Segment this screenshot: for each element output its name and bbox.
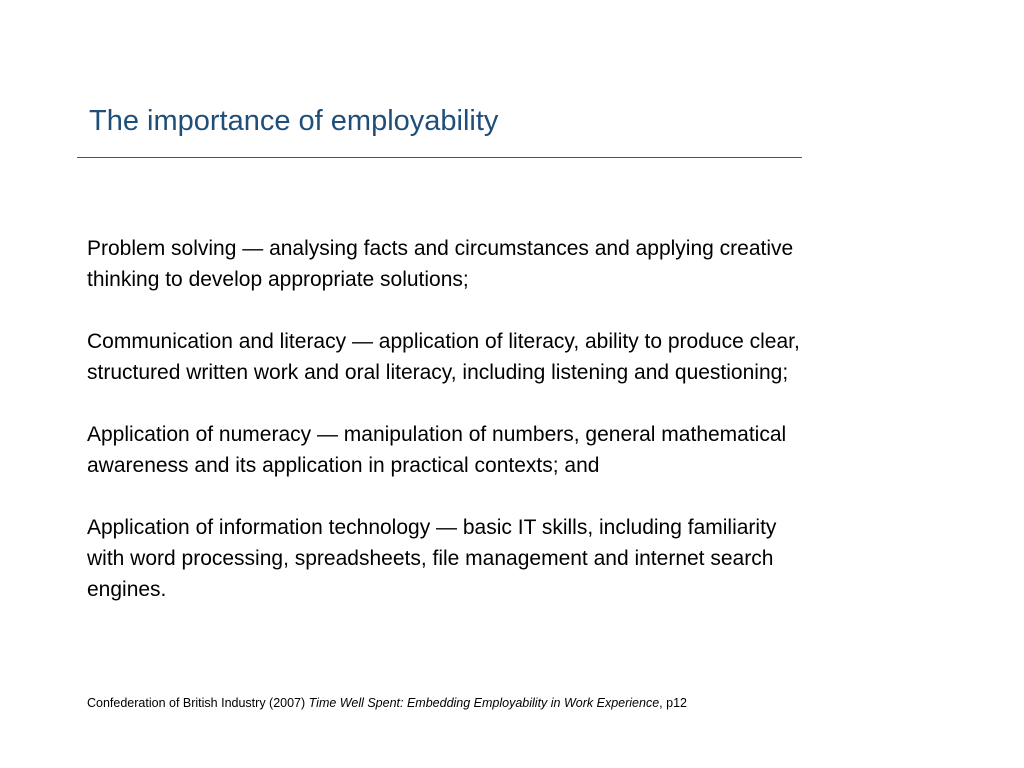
title-underline-divider	[77, 157, 802, 158]
paragraph-line: Communication and literacy — application of literacy, ability to produce clear,	[87, 330, 800, 353]
citation-author: Confederation of British Industry (2007)	[87, 696, 309, 710]
slide-body	[87, 233, 907, 605]
slide-title: The importance of employability	[89, 105, 499, 137]
paragraph-line: Problem solving — analysing facts and circumstances and applying creative	[87, 237, 794, 260]
paragraph-information-technology	[87, 512, 907, 605]
paragraph-line: thinking to develop appropriate solutions;	[87, 268, 469, 291]
paragraph-problem-solving	[87, 233, 907, 295]
paragraph-line: Application of information technology — basic IT skills, including familiarity	[87, 516, 777, 539]
paragraph-communication-literacy	[87, 326, 907, 388]
paragraph-line: Application of numeracy — manipulation of numbers, general mathematical	[87, 423, 787, 446]
source-citation	[87, 694, 687, 712]
citation-work-title: Time Well Spent: Embedding Employability in Work Experience	[308, 696, 660, 710]
paragraph-numeracy	[87, 419, 907, 481]
paragraph-line: structured written work and oral literacy, including listening and questioning;	[87, 361, 789, 384]
citation-page: , p12	[659, 696, 687, 710]
paragraph-line: awareness and its application in practical contexts; and	[87, 454, 600, 477]
paragraph-line: with word processing, spreadsheets, file management and internet search	[87, 547, 774, 570]
paragraph-line: engines.	[87, 578, 167, 601]
